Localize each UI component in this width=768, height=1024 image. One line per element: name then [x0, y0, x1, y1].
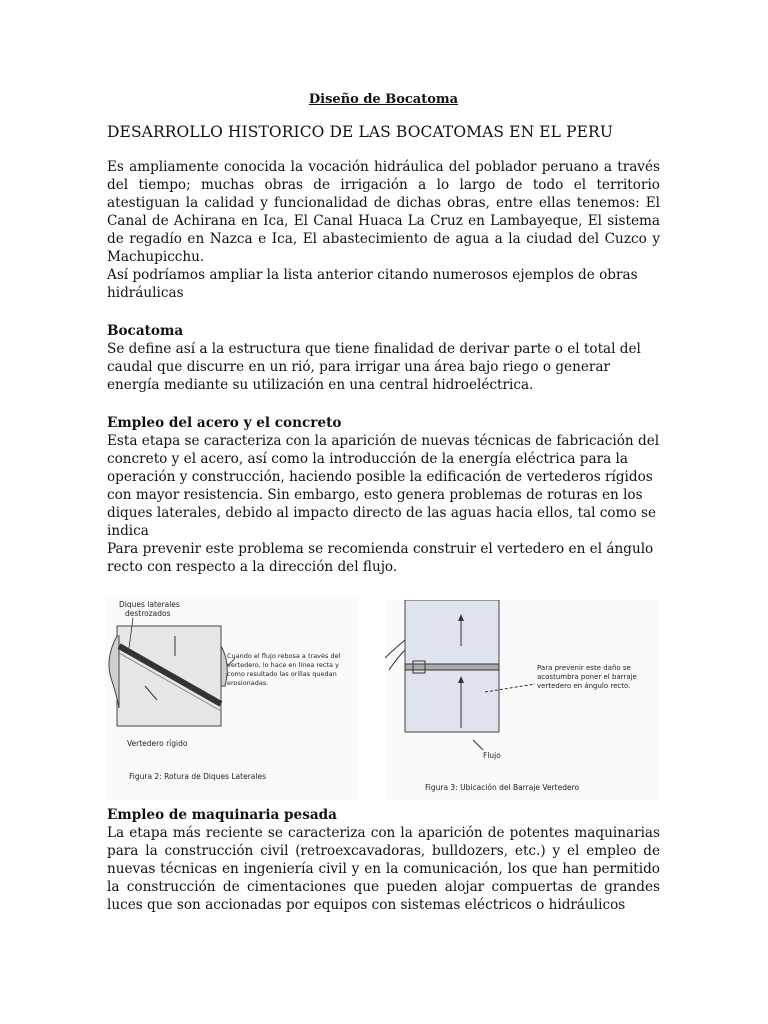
figure-3 — [385, 600, 657, 800]
figure-2 — [105, 596, 359, 800]
section-subtitle: DESARROLLO HISTORICO DE LAS BOCATOMAS EN EL PERU — [107, 123, 613, 141]
maquinaria-paragraph: La etapa más reciente se caracteriza con la aparición de potentes maquinarias para la construcción civil (retroexcavadoras, bulldozers, etc.) y el empleo de nuevas técnicas en ingeniería civil y en la comunicación, los que han permitido la construcción de cimentaciones que pueden alojar compuertas de grandes luces que son accionadas por equipos con sistemas eléctricos o hidráulicos — [107, 825, 660, 913]
figure-2-note-line: vertedero, lo hace en línea recta y — [227, 661, 339, 669]
figure-2-drawing — [105, 596, 359, 800]
bocatoma-heading: Bocatoma — [107, 323, 184, 339]
figure-3-drawing — [385, 600, 657, 800]
figure-2-note-line: Cuando el flujo rebosa a través del — [227, 652, 341, 660]
figure-2-note-line: erosionadas. — [227, 679, 269, 687]
figure-3-note-line: vertedero en ángulo recto. — [537, 682, 631, 690]
figure-3-caption: Figura 3: Ubicación del Barraje Vertedero — [425, 783, 580, 792]
acero-heading: Empleo del acero y el concreto — [107, 415, 342, 431]
acero-paragraph-2: Para prevenir este problema se recomienda construir el vertedero en el ángulo recto con respecto a la dirección del flujo. — [107, 541, 654, 575]
acero-paragraph: Esta etapa se caracteriza con la aparición de nuevas técnicas de fabricación del concreto y el acero, así como la introducción de la energía eléctrica para la operación y construcción, haciendo posible la edificación de vertederos rígidos con mayor resistencia. Sin embargo, esto genera problemas de roturas en los diques laterales, debido al impacto directo de las aguas hacia ellos, tal como se indica — [107, 433, 660, 539]
bocatoma-paragraph: Se define así a la estructura que tiene finalidad de derivar parte o el total del caudal que discurre en un rió, para irrigar una área bajo riego o generar energía mediante su utilización en una central hidroeléctrica. — [107, 341, 641, 393]
document-page — [107, 92, 660, 914]
figure-3-note-line: Para prevenir este daño se — [537, 664, 631, 672]
intro-paragraph: Es ampliamente conocida la vocación hidráulica del poblador peruano a través del tiempo; muchas obras de irrigación a lo largo de todo el territorio atestiguan la calidad y funcionalidad de dichas obras, entre ellas tenemos: El Canal de Achirana en Ica, El Canal Huaca La Cruz en Lambayeque, El sistema de regadío en Nazca e Ica, El abastecimiento de agua a la ciudad del Cuzco y Machupicchu. — [107, 159, 660, 265]
maquinaria-heading: Empleo de maquinaria pesada — [107, 807, 337, 823]
label-flujo: Flujo — [483, 751, 501, 760]
label-vertedero-rigido: Vertedero rígido — [127, 739, 188, 748]
intro-paragraph-2: Así podríamos ampliar la lista anterior citando numerosos ejemplos de obras hidráulicas — [107, 267, 638, 301]
label-diques: Diques laterales — [119, 600, 180, 609]
figure-2-note-line: como resultado las orillas quedan — [227, 670, 337, 678]
figure-2-caption: Figura 2: Rotura de Diques Laterales — [129, 772, 266, 781]
figures-row — [107, 596, 660, 800]
document-title: Diseño de Bocatoma — [308, 92, 459, 107]
label-destrozados: destrozados — [125, 609, 171, 618]
figure-3-note-line: acostumbra poner el barraje — [537, 673, 637, 681]
